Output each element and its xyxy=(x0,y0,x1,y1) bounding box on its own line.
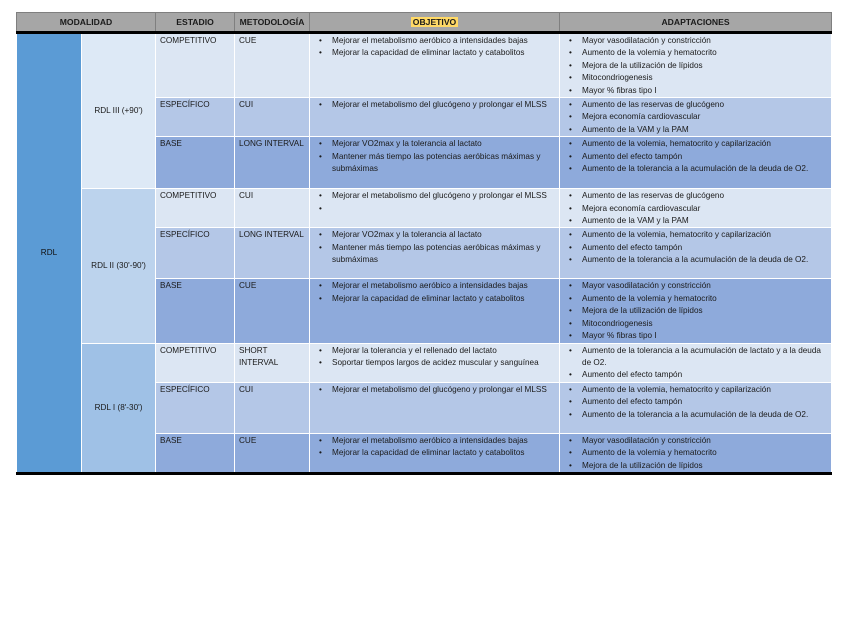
table-row xyxy=(17,189,832,228)
adaptacion-item: • Aumento del efecto tampón xyxy=(564,151,827,163)
adaptacion-item: • Aumento de la VAM y la PAM xyxy=(564,124,827,136)
adaptaciones-cell xyxy=(560,433,832,473)
objetivo-item: • Soportar tiempos largos de acidez muscular y sanguínea xyxy=(314,357,555,369)
estadio-cell: COMPETITIVO xyxy=(156,33,235,98)
adaptacion-item: • Mayor vasodilatación y constricción xyxy=(564,435,827,447)
adaptacion-item: • Aumento de las reservas de glucógeno xyxy=(564,190,827,202)
group-label: RDL I (8'-30') xyxy=(82,343,156,473)
adaptaciones-cell xyxy=(560,98,832,137)
metodologia-cell: CUI xyxy=(235,382,310,433)
table-row xyxy=(17,343,832,382)
adaptacion-item: • Aumento de la VAM y la PAM xyxy=(564,215,827,227)
adaptacion-item: • Aumento del efecto tampón xyxy=(564,369,827,381)
table-row xyxy=(17,33,832,98)
header-metodologia: METODOLOGÍA xyxy=(235,13,310,33)
objetivo-cell xyxy=(310,382,560,433)
estadio-cell: ESPECÍFICO xyxy=(156,98,235,137)
metodologia-cell: CUI xyxy=(235,98,310,137)
objetivo-item: • Mejorar el metabolismo del glucógeno y prolongar el MLSS xyxy=(314,384,555,396)
adaptacion-item: • Mejora de la utilización de lípidos xyxy=(564,460,827,472)
objetivo-cell xyxy=(310,343,560,382)
metodologia-cell: CUI xyxy=(235,189,310,228)
adaptacion-item: • Aumento de la volemia, hematocrito y capilarización xyxy=(564,138,827,150)
adaptacion-item: • Aumento de la tolerancia a la acumulación de lactato y a la deuda de O2. xyxy=(564,345,827,370)
header-estadio: ESTADIO xyxy=(156,13,235,33)
header-adaptaciones: ADAPTACIONES xyxy=(560,13,832,33)
objetivo-item: • Mejorar la capacidad de eliminar lactato y catabolitos xyxy=(314,447,555,459)
adaptacion-item: • Mejora economía cardiovascular xyxy=(564,203,827,215)
adaptacion-item: • Mitocondriogenesis xyxy=(564,72,827,84)
adaptaciones-cell xyxy=(560,33,832,98)
adaptacion-item: • Aumento de la volemia y hematocrito xyxy=(564,447,827,459)
adaptaciones-cell xyxy=(560,279,832,343)
adaptacion-item: • Mejora de la utilización de lípidos xyxy=(564,305,827,317)
objetivo-item: • Mejorar la tolerancia y el rellenado del lactato xyxy=(314,345,555,357)
adaptacion-item: • Aumento de la volemia y hematocrito xyxy=(564,293,827,305)
adaptacion-item: • Mayor % fibras tipo I xyxy=(564,330,827,342)
metodologia-cell: SHORT INTERVAL xyxy=(235,343,310,382)
adaptacion-item: • Mejora economía cardiovascular xyxy=(564,111,827,123)
adaptacion-item: • Mayor % fibras tipo I xyxy=(564,85,827,97)
estadio-cell: ESPECÍFICO xyxy=(156,382,235,433)
adaptacion-item: • Mitocondriogenesis xyxy=(564,318,827,330)
adaptacion-item: • Aumento del efecto tampón xyxy=(564,396,827,408)
objetivo-cell xyxy=(310,137,560,189)
adaptaciones-cell xyxy=(560,228,832,279)
objetivo-item: • Mejorar el metabolismo del glucógeno y prolongar el MLSS xyxy=(314,99,555,111)
estadio-cell: ESPECÍFICO xyxy=(156,228,235,279)
metodologia-cell: CUE xyxy=(235,33,310,98)
adaptacion-item: • Aumento de la tolerancia a la acumulación de la deuda de O2. xyxy=(564,254,827,266)
objetivo-item: • Mejorar la capacidad de eliminar lactato y catabolitos xyxy=(314,293,555,305)
adaptaciones-cell xyxy=(560,343,832,382)
adaptacion-item: • Aumento de las reservas de glucógeno xyxy=(564,99,827,111)
objetivo-item: • Mejorar VO2max y la tolerancia al lactato xyxy=(314,138,555,150)
objetivo-item: • Mejorar el metabolismo aeróbico a intensidades bajas xyxy=(314,435,555,447)
adaptaciones-cell xyxy=(560,189,832,228)
adaptaciones-cell xyxy=(560,137,832,189)
training-table xyxy=(16,12,832,475)
metodologia-cell: CUE xyxy=(235,279,310,343)
estadio-cell: COMPETITIVO xyxy=(156,343,235,382)
estadio-cell: BASE xyxy=(156,279,235,343)
objetivo-item: • Mantener más tiempo las potencias aeróbicas máximas y submáximas xyxy=(314,151,555,176)
adaptacion-item: • Aumento de la volemia, hematocrito y capilarización xyxy=(564,229,827,241)
adaptacion-item: • Aumento de la volemia y hematocrito xyxy=(564,47,827,59)
adaptacion-item: • Mejora de la utilización de lípidos xyxy=(564,60,827,72)
adaptacion-item: • Mayor vasodilatación y constricción xyxy=(564,280,827,292)
objetivo-cell xyxy=(310,33,560,98)
metodologia-cell: LONG INTERVAL xyxy=(235,228,310,279)
header-objetivo-label: OBJETIVO xyxy=(412,16,457,27)
objetivo-item: • Mejorar la capacidad de eliminar lactato y catabolitos xyxy=(314,47,555,59)
objetivo-item: • Mejorar el metabolismo aeróbico a intensidades bajas xyxy=(314,280,555,292)
objetivo-item: • Mejorar el metabolismo del glucógeno y prolongar el MLSS xyxy=(314,190,555,202)
objetivo-cell xyxy=(310,189,560,228)
header-objetivo xyxy=(310,13,560,33)
objetivo-item: • Mejorar el metabolismo aeróbico a intensidades bajas xyxy=(314,35,555,47)
modalidad-cell: RDL xyxy=(17,33,82,474)
objetivo-item: • Mejorar VO2max y la tolerancia al lactato xyxy=(314,229,555,241)
objetivo-cell xyxy=(310,98,560,137)
adaptacion-item: • Aumento de la volemia, hematocrito y capilarización xyxy=(564,384,827,396)
adaptacion-item: • Aumento del efecto tampón xyxy=(564,242,827,254)
adaptacion-item: • Mayor vasodilatación y constricción xyxy=(564,35,827,47)
estadio-cell: COMPETITIVO xyxy=(156,189,235,228)
metodologia-cell: LONG INTERVAL xyxy=(235,137,310,189)
estadio-cell: BASE xyxy=(156,137,235,189)
objetivo-item xyxy=(314,203,555,215)
header-modalidad: MODALIDAD xyxy=(17,13,156,33)
adaptacion-item: • Aumento de la tolerancia a la acumulación de la deuda de O2. xyxy=(564,163,827,175)
adaptacion-item: • Aumento de la tolerancia a la acumulación de la deuda de O2. xyxy=(564,409,827,421)
objetivo-item: • Mantener más tiempo las potencias aeróbicas máximas y submáximas xyxy=(314,242,555,267)
objetivo-cell xyxy=(310,228,560,279)
objetivo-cell xyxy=(310,433,560,473)
group-label: RDL III (+90') xyxy=(82,33,156,189)
estadio-cell: BASE xyxy=(156,433,235,473)
group-label: RDL II (30'-90') xyxy=(82,189,156,343)
objetivo-cell xyxy=(310,279,560,343)
adaptaciones-cell xyxy=(560,382,832,433)
metodologia-cell: CUE xyxy=(235,433,310,473)
header-row xyxy=(17,13,832,33)
